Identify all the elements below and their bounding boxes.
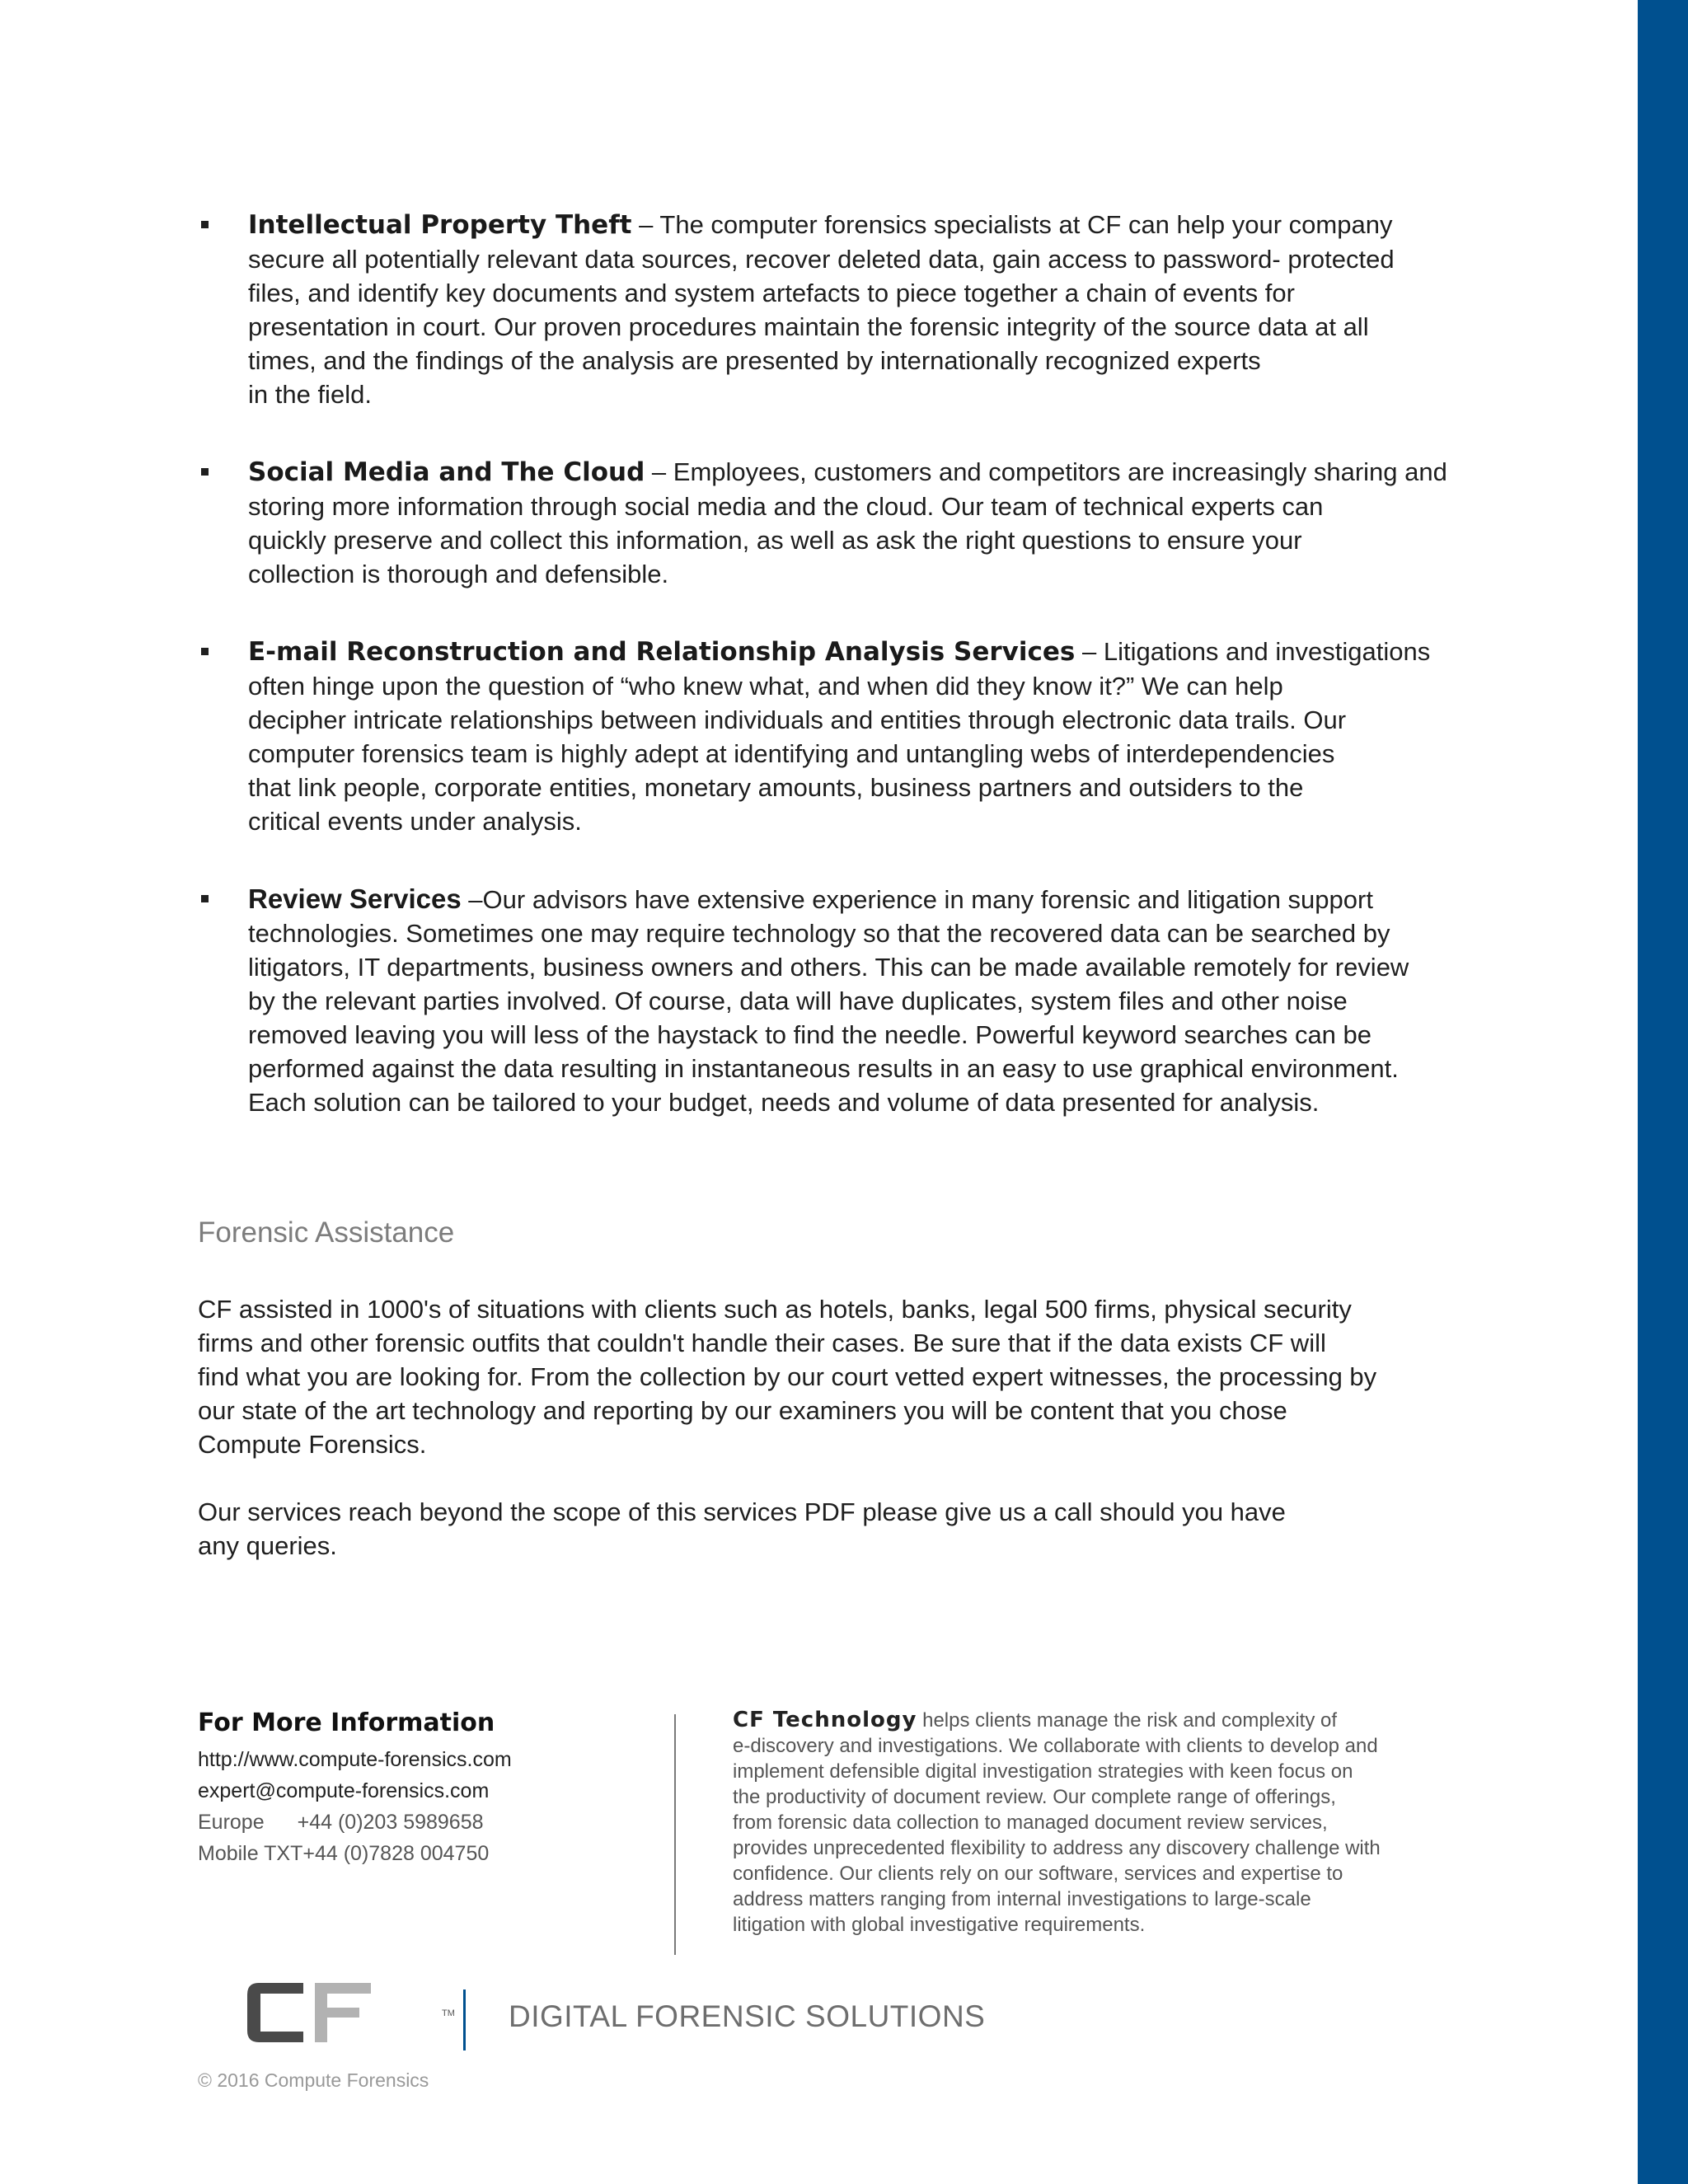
bullet-square-icon <box>201 221 209 228</box>
item-line: Our advisors have extensive experience in many forensic and litigation support <box>482 885 1373 914</box>
item-term: Social Media and The Cloud <box>248 457 645 487</box>
about-line: the productivity of document review. Our complete range of offerings, <box>733 1786 1336 1808</box>
item-line: litigators, IT departments, business owners and others. This can be made available remotely for review <box>248 953 1409 982</box>
item-line: computer forensics team is highly adept at identifying and untangling webs of interdependencies <box>248 739 1335 768</box>
item-line: files, and identify key documents and system artefacts to piece together a chain of events for <box>248 279 1295 307</box>
about-line: from forensic data collection to managed document review services, <box>733 1811 1328 1834</box>
item-term: E-mail Reconstruction and Relationship Analysis Services <box>248 637 1076 667</box>
about-brand: CF Technology <box>733 1708 917 1732</box>
item-line: presentation in court. Our proven procedures maintain the forensic integrity of the source data at all <box>248 312 1369 341</box>
paragraph-line: Compute Forensics. <box>198 1430 427 1459</box>
list-item-email-reconstruction <box>198 635 1451 838</box>
item-dash: – <box>631 210 660 239</box>
trademark-mark: TM <box>442 2008 455 2018</box>
item-line: decipher intricate relationships between individuals and entities through electronic data trails. Our <box>248 705 1347 734</box>
europe-phone-line <box>198 1807 659 1838</box>
item-line: critical events under analysis. <box>248 807 582 836</box>
item-line: Each solution can be tailored to your budget, needs and volume of data presented for analysis. <box>248 1088 1320 1117</box>
item-line: secure all potentially relevant data sources, recover deleted data, gain access to password- protected <box>248 245 1395 274</box>
item-line: removed leaving you will less of the haystack to find the needle. Powerful keyword searches can be <box>248 1020 1372 1049</box>
item-line: The computer forensics specialists at CF can help your company <box>659 210 1393 239</box>
item-term: Intellectual Property Theft <box>248 210 632 240</box>
services-scope-paragraph <box>198 1495 1451 1563</box>
about-line: e-discovery and investigations. We collaborate with clients to develop and <box>733 1735 1378 1757</box>
mobile-line: Mobile TXT+44 (0)7828 004750 <box>198 1842 490 1865</box>
about-line: litigation with global investigative requirements. <box>733 1914 1146 1936</box>
copyright: © 2016 Compute Forensics <box>198 2069 429 2091</box>
logo-letter-c <box>247 1983 303 2042</box>
paragraph-line: Our services reach beyond the scope of this services PDF please give us a call should you have <box>198 1497 1286 1526</box>
forensic-assistance-paragraph <box>198 1292 1451 1461</box>
item-term: Review Services <box>248 883 462 914</box>
logo-letter-f <box>315 1983 371 2042</box>
item-dash: – <box>645 457 673 486</box>
about-line: provides unprecedented flexibility to address any discovery challenge with <box>733 1837 1381 1859</box>
cf-logo <box>247 1983 379 2042</box>
bullet-square-icon <box>201 895 209 902</box>
item-line: in the field. <box>248 380 372 409</box>
item-line: times, and the findings of the analysis are presented by internationally recognized experts <box>248 346 1261 375</box>
item-line: storing more information through social media and the cloud. Our team of technical experts can <box>248 492 1324 521</box>
item-line: Litigations and investigations <box>1103 637 1431 666</box>
website-link[interactable]: http://www.compute-forensics.com <box>198 1748 512 1771</box>
item-line: quickly preserve and collect this information, as well as ask the right questions to ensure your <box>248 526 1302 555</box>
about-line: helps clients manage the risk and complexity of <box>922 1709 1338 1732</box>
email-link[interactable]: expert@compute-forensics.com <box>198 1779 490 1802</box>
list-item-ip-theft <box>198 208 1451 411</box>
item-line: by the relevant parties involved. Of course, data will have duplicates, system files and other noise <box>248 987 1348 1015</box>
item-dash: – <box>461 885 483 914</box>
item-dash: – <box>1075 637 1104 666</box>
paragraph-line: our state of the art technology and reporting by our examiners you will be content that you chose <box>198 1396 1287 1425</box>
vertical-divider <box>674 1714 676 1955</box>
europe-phone: +44 (0)203 5989658 <box>297 1811 484 1834</box>
about-cf-technology <box>733 1708 1425 1938</box>
about-line: confidence. Our clients rely on our software, services and expertise to <box>733 1863 1343 1885</box>
logo-divider <box>463 1990 466 2050</box>
paragraph-line: find what you are looking for. From the collection by our court vetted expert witnesses, the processing by <box>198 1362 1377 1391</box>
paragraph-line: any queries. <box>198 1531 337 1560</box>
item-line: often hinge upon the question of “who knew what, and when did they know it?” We can help <box>248 672 1283 701</box>
section-title: Forensic Assistance <box>198 1216 455 1249</box>
contact-info-block <box>198 1708 659 1869</box>
bullet-square-icon <box>201 648 209 655</box>
about-line: implement defensible digital investigation strategies with keen focus on <box>733 1760 1353 1783</box>
bullet-square-icon <box>201 468 209 476</box>
item-line: performed against the data resulting in instantaneous results in an easy to use graphical environment. <box>248 1054 1399 1083</box>
services-list <box>198 208 1451 1119</box>
item-line: that link people, corporate entities, monetary amounts, business partners and outsiders to the <box>248 773 1304 802</box>
about-line: address matters ranging from internal investigations to large-scale <box>733 1888 1311 1910</box>
paragraph-line: firms and other forensic outfits that couldn't handle their cases. Be sure that if the data exists CF will <box>198 1329 1326 1357</box>
paragraph-line: CF assisted in 1000's of situations with clients such as hotels, banks, legal 500 firms, physical security <box>198 1295 1352 1324</box>
list-item-social-media <box>198 455 1451 591</box>
europe-label: Europe <box>198 1811 265 1834</box>
tagline: DIGITAL FORENSIC SOLUTIONS <box>509 1999 986 2033</box>
list-item-review-services <box>198 882 1451 1119</box>
contact-title: For More Information <box>198 1708 495 1737</box>
item-line: Employees, customers and competitors are increasingly sharing and <box>673 457 1447 486</box>
item-line: technologies. Sometimes one may require technology so that the recovered data can be searched by <box>248 919 1390 948</box>
item-line: collection is thorough and defensible. <box>248 560 669 588</box>
side-accent-bar <box>1638 0 1688 2184</box>
